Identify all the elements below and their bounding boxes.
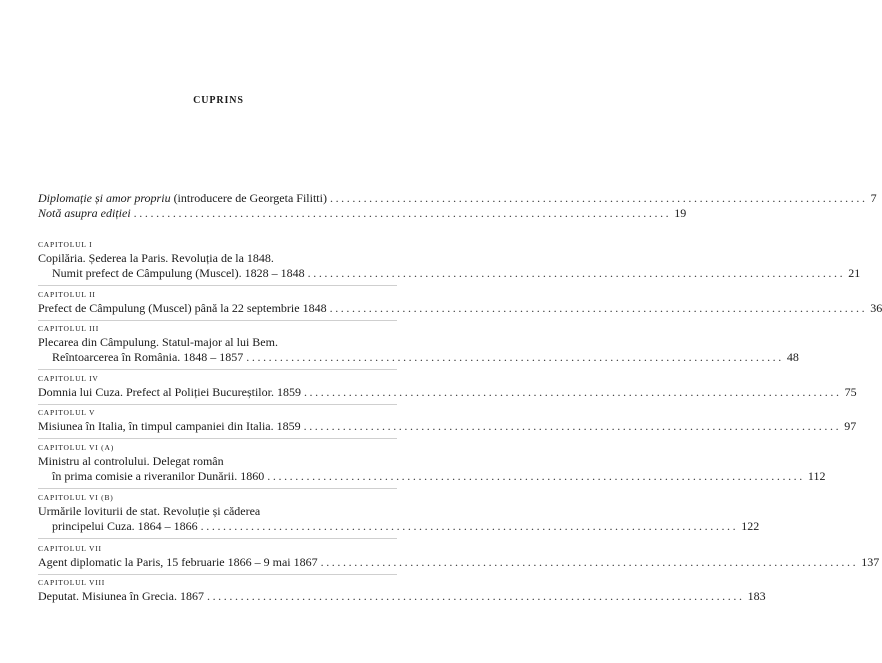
chapter-title-line[interactable]: Urmările loviturii de stat. Revoluție și căderea bbox=[38, 504, 261, 518]
toc-entry-chapter-8[interactable]: Deputat. Misiunea în Grecia. 1867 ................................................................................................ 183 bbox=[38, 589, 766, 603]
divider bbox=[38, 369, 397, 370]
toc-entry-chapter-6a[interactable]: în prima comisie a riveranilor Dunării. 1860 ................................................................................................ 112 bbox=[52, 469, 826, 483]
toc-entry-editorial-note[interactable]: Notă asupra ediției ................................................................................................ 19 bbox=[38, 206, 687, 220]
chapter-4 bbox=[38, 374, 857, 405]
page-number: 97 bbox=[844, 419, 857, 433]
chapter-title-line[interactable]: Ministru al controlului. Delegat român bbox=[38, 454, 224, 468]
chapter-label: CAPITOLUL I bbox=[38, 240, 93, 249]
page-number: 112 bbox=[807, 469, 826, 483]
chapter-1 bbox=[38, 240, 861, 286]
chapter-7 bbox=[38, 544, 880, 575]
toc-entry-chapter-3[interactable]: Reîntoarcerea în România. 1848 – 1857 ................................................................................................ 48 bbox=[52, 350, 799, 364]
dot-leader: ................................................................................................ bbox=[303, 385, 842, 399]
divider bbox=[38, 285, 397, 286]
divider bbox=[38, 574, 397, 575]
toc-entry-chapter-7[interactable]: Agent diplomatic la Paris, 15 februarie 1866 – 9 mai 1867 ................................................................................................ 137 bbox=[38, 555, 880, 569]
chapter-label: CAPITOLUL II bbox=[38, 290, 96, 299]
page-number: 122 bbox=[741, 519, 760, 533]
page-number: 21 bbox=[848, 266, 861, 280]
chapter-6a bbox=[38, 443, 826, 489]
toc-entry-introduction[interactable]: Diplomație și amor propriu (introducere de Georgeta Filitti) ................................................................................................ 7 bbox=[38, 191, 877, 205]
chapter-title-line[interactable]: Copilăria. Șederea la Paris. Revoluția de la 1848. bbox=[38, 251, 274, 265]
dot-leader: ................................................................................................ bbox=[133, 206, 672, 220]
dot-leader: ................................................................................................ bbox=[246, 350, 784, 364]
page-number: 137 bbox=[861, 555, 880, 569]
chapter-label: CAPITOLUL VII bbox=[38, 544, 102, 553]
divider bbox=[38, 404, 397, 405]
dot-leader: ................................................................................................ bbox=[329, 301, 868, 315]
dot-leader: ................................................................................................ bbox=[329, 191, 868, 205]
dot-leader: ................................................................................................ bbox=[267, 469, 805, 483]
page-number: 36 bbox=[870, 301, 882, 315]
chapter-label: CAPITOLUL VI (A) bbox=[38, 443, 114, 452]
chapter-label: CAPITOLUL IV bbox=[38, 374, 99, 383]
page-number: 183 bbox=[747, 589, 766, 603]
divider bbox=[38, 320, 397, 321]
dot-leader: ................................................................................................ bbox=[303, 419, 842, 433]
chapter-6b bbox=[38, 493, 760, 539]
chapter-5 bbox=[38, 408, 857, 439]
dot-leader: ................................................................................................ bbox=[200, 519, 739, 533]
divider bbox=[38, 488, 397, 489]
page-number: 75 bbox=[844, 385, 857, 399]
toc-entry-chapter-4[interactable]: Domnia lui Cuza. Prefect al Poliției Bucureștilor. 1859 ................................................................................................ 75 bbox=[38, 385, 857, 399]
dot-leader: ................................................................................................ bbox=[320, 555, 859, 569]
dot-leader: ................................................................................................ bbox=[206, 589, 745, 603]
toc-entry-chapter-2[interactable]: Prefect de Câmpulung (Muscel) până la 22 septembrie 1848 ................................................................................................ 36 bbox=[38, 301, 882, 315]
chapter-8 bbox=[38, 578, 766, 604]
divider bbox=[38, 538, 397, 539]
page-number: 48 bbox=[786, 350, 799, 364]
page-title: CUPRINS bbox=[193, 95, 244, 106]
chapter-2 bbox=[38, 290, 882, 321]
page-number: 7 bbox=[870, 191, 877, 205]
chapter-label: CAPITOLUL VIII bbox=[38, 578, 106, 587]
chapter-label: CAPITOLUL V bbox=[38, 408, 96, 417]
chapter-label: CAPITOLUL VI (B) bbox=[38, 493, 114, 502]
page-number: 19 bbox=[674, 206, 687, 220]
divider bbox=[38, 438, 397, 439]
dot-leader: ................................................................................................ bbox=[307, 266, 846, 280]
chapter-title-line[interactable]: Plecarea din Câmpulung. Statul-major al lui Bem. bbox=[38, 335, 278, 349]
chapter-label: CAPITOLUL III bbox=[38, 324, 100, 333]
chapter-3 bbox=[38, 324, 799, 370]
toc-entry-chapter-5[interactable]: Misiunea în Italia, în timpul campaniei din Italia. 1859 ................................................................................................ 97 bbox=[38, 419, 857, 433]
toc-entry-chapter-1[interactable]: Numit prefect de Câmpulung (Muscel). 1828 – 1848 ................................................................................................ 21 bbox=[52, 266, 861, 280]
toc-entry-chapter-6b[interactable]: principelui Cuza. 1864 – 1866 ................................................................................................ 122 bbox=[52, 519, 760, 533]
intro-section bbox=[38, 191, 877, 221]
